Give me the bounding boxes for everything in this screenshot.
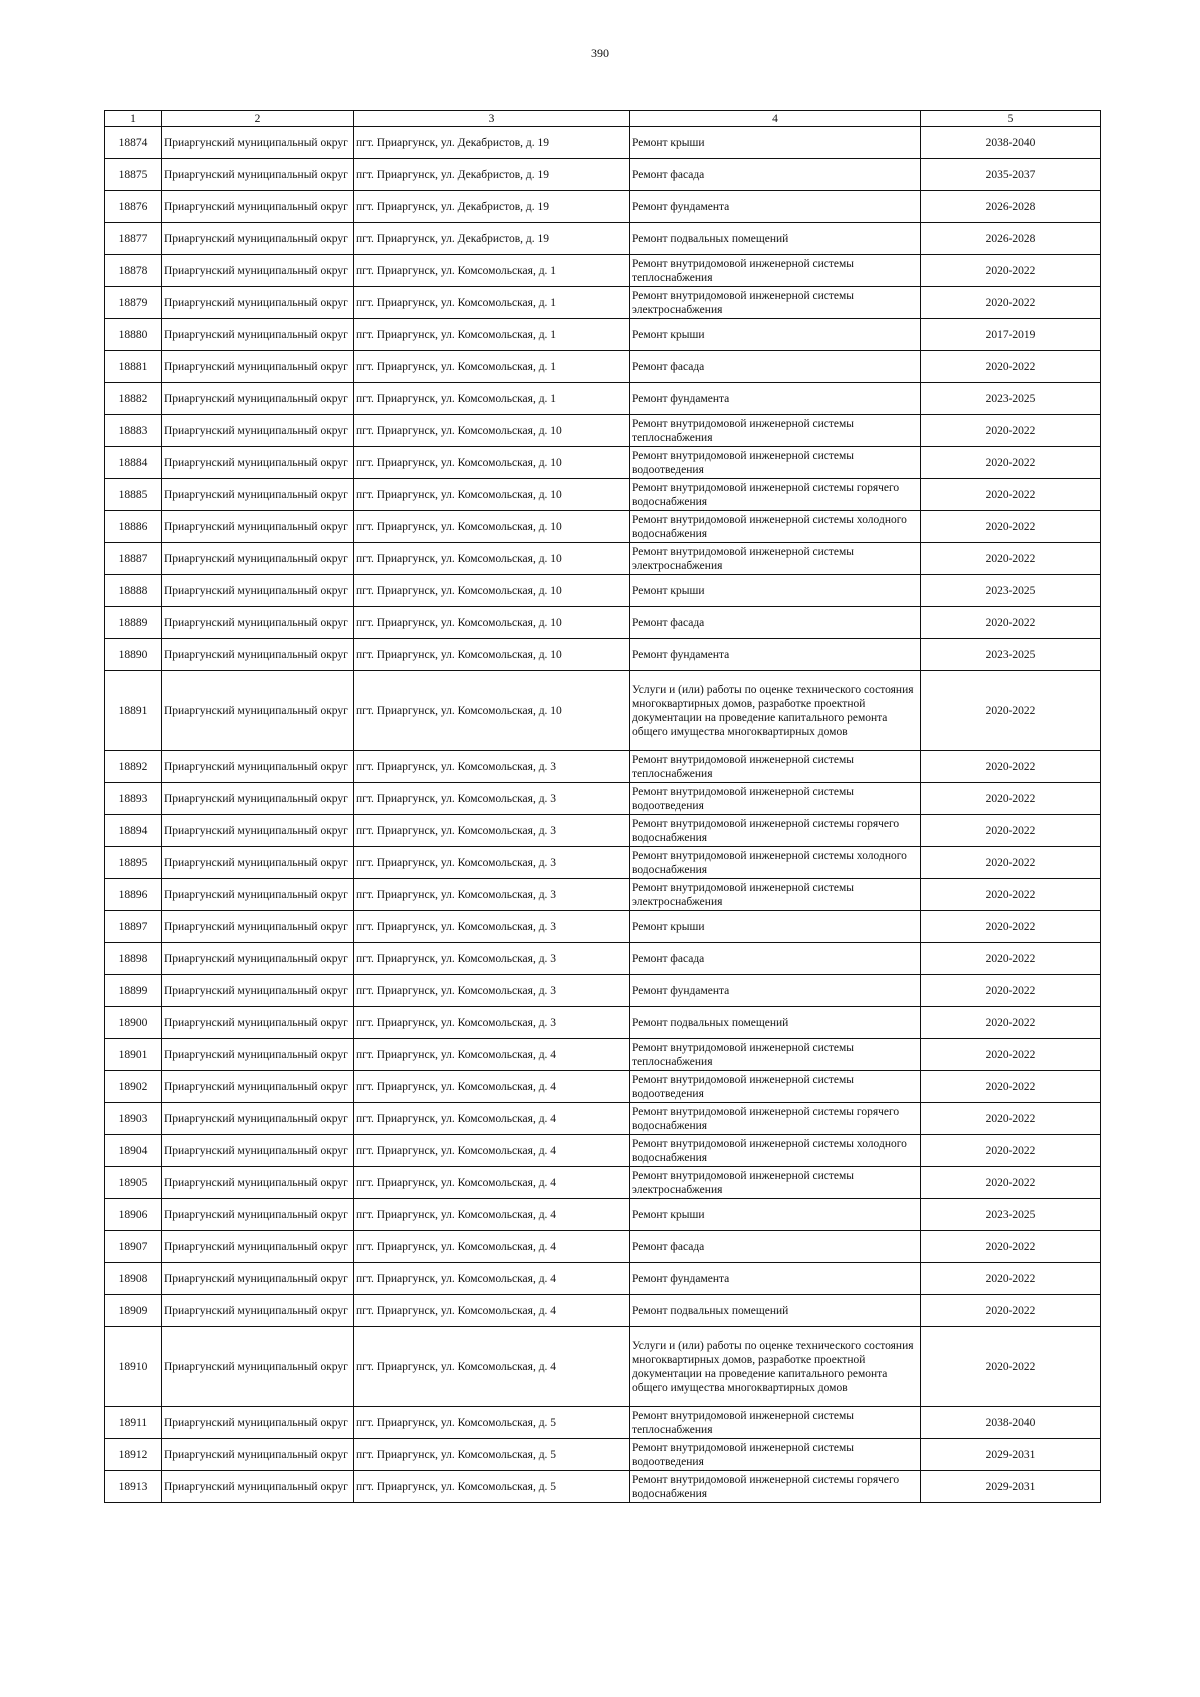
table-row	[105, 127, 1101, 159]
municipality-cell: Приаргунский муниципальный округ	[162, 671, 354, 751]
row-number-cell: 18910	[105, 1327, 162, 1407]
address-cell: пгт. Приаргунск, ул. Комсомольская, д. 4	[354, 1167, 630, 1199]
work-type-cell: Ремонт фундамента	[630, 383, 921, 415]
municipality-cell: Приаргунский муниципальный округ	[162, 1199, 354, 1231]
work-type-cell: Ремонт внутридомовой инженерной системы электроснабжения	[630, 287, 921, 319]
address-cell: пгт. Приаргунск, ул. Комсомольская, д. 4	[354, 1263, 630, 1295]
address-cell: пгт. Приаргунск, ул. Комсомольская, д. 1	[354, 319, 630, 351]
address-cell: пгт. Приаргунск, ул. Комсомольская, д. 10	[354, 447, 630, 479]
row-number-cell: 18888	[105, 575, 162, 607]
work-type-cell: Ремонт фасада	[630, 159, 921, 191]
row-number-cell: 18902	[105, 1071, 162, 1103]
period-cell: 2020-2022	[921, 783, 1101, 815]
row-number-cell: 18895	[105, 847, 162, 879]
table-row	[105, 783, 1101, 815]
table-row	[105, 751, 1101, 783]
row-number-cell: 18904	[105, 1135, 162, 1167]
table-row	[105, 879, 1101, 911]
municipality-cell: Приаргунский муниципальный округ	[162, 1135, 354, 1167]
period-cell: 2020-2022	[921, 1327, 1101, 1407]
municipality-cell: Приаргунский муниципальный округ	[162, 383, 354, 415]
period-cell: 2020-2022	[921, 943, 1101, 975]
address-cell: пгт. Приаргунск, ул. Комсомольская, д. 3	[354, 943, 630, 975]
municipality-cell: Приаргунский муниципальный округ	[162, 751, 354, 783]
work-type-cell: Ремонт внутридомовой инженерной системы теплоснабжения	[630, 1407, 921, 1439]
period-cell: 2020-2022	[921, 1103, 1101, 1135]
column-number-header-row	[105, 111, 1101, 127]
column-header-1: 1	[105, 111, 162, 127]
table-row	[105, 943, 1101, 975]
row-number-cell: 18882	[105, 383, 162, 415]
address-cell: пгт. Приаргунск, ул. Комсомольская, д. 3	[354, 783, 630, 815]
row-number-cell: 18875	[105, 159, 162, 191]
address-cell: пгт. Приаргунск, ул. Комсомольская, д. 1	[354, 383, 630, 415]
period-cell: 2020-2022	[921, 447, 1101, 479]
address-cell: пгт. Приаргунск, ул. Комсомольская, д. 3	[354, 1007, 630, 1039]
municipality-cell: Приаргунский муниципальный округ	[162, 1231, 354, 1263]
table-row	[105, 191, 1101, 223]
period-cell: 2023-2025	[921, 575, 1101, 607]
row-number-cell: 18909	[105, 1295, 162, 1327]
row-number-cell: 18893	[105, 783, 162, 815]
municipality-cell: Приаргунский муниципальный округ	[162, 191, 354, 223]
table-row	[105, 975, 1101, 1007]
period-cell: 2020-2022	[921, 911, 1101, 943]
work-type-cell: Ремонт крыши	[630, 911, 921, 943]
address-cell: пгт. Приаргунск, ул. Комсомольская, д. 1	[354, 351, 630, 383]
municipality-cell: Приаргунский муниципальный округ	[162, 639, 354, 671]
municipality-cell: Приаргунский муниципальный округ	[162, 815, 354, 847]
municipality-cell: Приаргунский муниципальный округ	[162, 879, 354, 911]
work-type-cell: Ремонт фасада	[630, 1231, 921, 1263]
address-cell: пгт. Приаргунск, ул. Комсомольская, д. 5	[354, 1407, 630, 1439]
period-cell: 2020-2022	[921, 1295, 1101, 1327]
municipality-cell: Приаргунский муниципальный округ	[162, 1103, 354, 1135]
row-number-cell: 18913	[105, 1471, 162, 1503]
work-type-cell: Ремонт внутридомовой инженерной системы водоотведения	[630, 783, 921, 815]
address-cell: пгт. Приаргунск, ул. Комсомольская, д. 10	[354, 607, 630, 639]
table-row	[105, 1007, 1101, 1039]
row-number-cell: 18900	[105, 1007, 162, 1039]
row-number-cell: 18901	[105, 1039, 162, 1071]
address-cell: пгт. Приаргунск, ул. Декабристов, д. 19	[354, 127, 630, 159]
address-cell: пгт. Приаргунск, ул. Комсомольская, д. 4	[354, 1295, 630, 1327]
address-cell: пгт. Приаргунск, ул. Комсомольская, д. 10	[354, 415, 630, 447]
column-header-3: 3	[354, 111, 630, 127]
work-type-cell: Ремонт фундамента	[630, 639, 921, 671]
address-cell: пгт. Приаргунск, ул. Комсомольская, д. 10	[354, 479, 630, 511]
address-cell: пгт. Приаргунск, ул. Комсомольская, д. 4	[354, 1327, 630, 1407]
table-row	[105, 639, 1101, 671]
table-row	[105, 607, 1101, 639]
address-cell: пгт. Приаргунск, ул. Комсомольская, д. 3	[354, 847, 630, 879]
municipality-cell: Приаргунский муниципальный округ	[162, 911, 354, 943]
address-cell: пгт. Приаргунск, ул. Комсомольская, д. 10	[354, 511, 630, 543]
address-cell: пгт. Приаргунск, ул. Комсомольская, д. 1	[354, 255, 630, 287]
table-row	[105, 479, 1101, 511]
address-cell: пгт. Приаргунск, ул. Комсомольская, д. 1	[354, 287, 630, 319]
address-cell: пгт. Приаргунск, ул. Комсомольская, д. 3	[354, 751, 630, 783]
municipality-cell: Приаргунский муниципальный округ	[162, 1071, 354, 1103]
work-type-cell: Ремонт внутридомовой инженерной системы горячего водоснабжения	[630, 815, 921, 847]
row-number-cell: 18891	[105, 671, 162, 751]
municipality-cell: Приаргунский муниципальный округ	[162, 1439, 354, 1471]
table-row	[105, 447, 1101, 479]
work-type-cell: Ремонт фасада	[630, 351, 921, 383]
work-type-cell: Ремонт внутридомовой инженерной системы электроснабжения	[630, 543, 921, 575]
address-cell: пгт. Приаргунск, ул. Декабристов, д. 19	[354, 191, 630, 223]
period-cell: 2020-2022	[921, 1231, 1101, 1263]
address-cell: пгт. Приаргунск, ул. Комсомольская, д. 4	[354, 1135, 630, 1167]
work-type-cell: Ремонт внутридомовой инженерной системы электроснабжения	[630, 1167, 921, 1199]
work-type-cell: Ремонт крыши	[630, 1199, 921, 1231]
municipality-cell: Приаргунский муниципальный округ	[162, 287, 354, 319]
table-row	[105, 543, 1101, 575]
table-row	[105, 671, 1101, 751]
municipality-cell: Приаргунский муниципальный округ	[162, 783, 354, 815]
municipality-cell: Приаргунский муниципальный округ	[162, 943, 354, 975]
work-type-cell: Ремонт внутридомовой инженерной системы водоотведения	[630, 447, 921, 479]
municipality-cell: Приаргунский муниципальный округ	[162, 607, 354, 639]
table-row	[105, 511, 1101, 543]
address-cell: пгт. Приаргунск, ул. Комсомольская, д. 4	[354, 1039, 630, 1071]
municipality-cell: Приаргунский муниципальный округ	[162, 575, 354, 607]
period-cell: 2020-2022	[921, 751, 1101, 783]
table-row	[105, 815, 1101, 847]
table-row	[105, 351, 1101, 383]
work-type-cell: Ремонт фундамента	[630, 975, 921, 1007]
table-row	[105, 383, 1101, 415]
period-cell: 2029-2031	[921, 1439, 1101, 1471]
row-number-cell: 18908	[105, 1263, 162, 1295]
table-row	[105, 1039, 1101, 1071]
row-number-cell: 18884	[105, 447, 162, 479]
row-number-cell: 18883	[105, 415, 162, 447]
table-row	[105, 1199, 1101, 1231]
period-cell: 2020-2022	[921, 671, 1101, 751]
work-type-cell: Ремонт подвальных помещений	[630, 1007, 921, 1039]
period-cell: 2020-2022	[921, 415, 1101, 447]
table-row	[105, 1327, 1101, 1407]
row-number-cell: 18887	[105, 543, 162, 575]
row-number-cell: 18911	[105, 1407, 162, 1439]
table-row	[105, 1103, 1101, 1135]
municipality-cell: Приаргунский муниципальный округ	[162, 543, 354, 575]
municipality-cell: Приаргунский муниципальный округ	[162, 1167, 354, 1199]
column-header-4: 4	[630, 111, 921, 127]
address-cell: пгт. Приаргунск, ул. Комсомольская, д. 10	[354, 671, 630, 751]
table-row	[105, 575, 1101, 607]
row-number-cell: 18880	[105, 319, 162, 351]
column-header-5: 5	[921, 111, 1101, 127]
work-type-cell: Ремонт подвальных помещений	[630, 1295, 921, 1327]
period-cell: 2035-2037	[921, 159, 1101, 191]
municipality-cell: Приаргунский муниципальный округ	[162, 159, 354, 191]
table-row	[105, 1439, 1101, 1471]
period-cell: 2020-2022	[921, 975, 1101, 1007]
work-type-cell: Услуги и (или) работы по оценке технического состояния многоквартирных домов, разработке проектной документации на проведение капитального ремонта общего имущества многоквартирных домов	[630, 671, 921, 751]
work-type-cell: Ремонт фасада	[630, 943, 921, 975]
period-cell: 2026-2028	[921, 191, 1101, 223]
period-cell: 2023-2025	[921, 639, 1101, 671]
address-cell: пгт. Приаргунск, ул. Комсомольская, д. 3	[354, 975, 630, 1007]
work-type-cell: Ремонт внутридомовой инженерной системы теплоснабжения	[630, 415, 921, 447]
period-cell: 2038-2040	[921, 1407, 1101, 1439]
work-type-cell: Ремонт подвальных помещений	[630, 223, 921, 255]
municipality-cell: Приаргунский муниципальный округ	[162, 1007, 354, 1039]
municipality-cell: Приаргунский муниципальный округ	[162, 1295, 354, 1327]
row-number-cell: 18881	[105, 351, 162, 383]
row-number-cell: 18906	[105, 1199, 162, 1231]
municipality-cell: Приаргунский муниципальный округ	[162, 1039, 354, 1071]
row-number-cell: 18894	[105, 815, 162, 847]
municipality-cell: Приаргунский муниципальный округ	[162, 223, 354, 255]
table-row	[105, 415, 1101, 447]
work-type-cell: Ремонт внутридомовой инженерной системы холодного водоснабжения	[630, 847, 921, 879]
table-row	[105, 1295, 1101, 1327]
municipality-cell: Приаргунский муниципальный округ	[162, 415, 354, 447]
period-cell: 2020-2022	[921, 351, 1101, 383]
work-type-cell: Ремонт внутридомовой инженерной системы горячего водоснабжения	[630, 1471, 921, 1503]
period-cell: 2020-2022	[921, 1263, 1101, 1295]
municipality-cell: Приаргунский муниципальный округ	[162, 511, 354, 543]
address-cell: пгт. Приаргунск, ул. Комсомольская, д. 10	[354, 639, 630, 671]
work-type-cell: Ремонт крыши	[630, 127, 921, 159]
period-cell: 2020-2022	[921, 1007, 1101, 1039]
period-cell: 2020-2022	[921, 1039, 1101, 1071]
address-cell: пгт. Приаргунск, ул. Декабристов, д. 19	[354, 223, 630, 255]
table-row	[105, 159, 1101, 191]
work-type-cell: Ремонт фундамента	[630, 191, 921, 223]
row-number-cell: 18897	[105, 911, 162, 943]
address-cell: пгт. Приаргунск, ул. Декабристов, д. 19	[354, 159, 630, 191]
work-type-cell: Ремонт внутридомовой инженерной системы холодного водоснабжения	[630, 1135, 921, 1167]
period-cell: 2020-2022	[921, 287, 1101, 319]
municipality-cell: Приаргунский муниципальный округ	[162, 847, 354, 879]
row-number-cell: 18896	[105, 879, 162, 911]
table-row	[105, 255, 1101, 287]
work-type-cell: Ремонт внутридомовой инженерной системы горячего водоснабжения	[630, 1103, 921, 1135]
address-cell: пгт. Приаргунск, ул. Комсомольская, д. 3	[354, 879, 630, 911]
period-cell: 2020-2022	[921, 543, 1101, 575]
municipality-cell: Приаргунский муниципальный округ	[162, 351, 354, 383]
period-cell: 2020-2022	[921, 1071, 1101, 1103]
address-cell: пгт. Приаргунск, ул. Комсомольская, д. 4	[354, 1071, 630, 1103]
row-number-cell: 18890	[105, 639, 162, 671]
period-cell: 2029-2031	[921, 1471, 1101, 1503]
municipality-cell: Приаргунский муниципальный округ	[162, 1407, 354, 1439]
row-number-cell: 18889	[105, 607, 162, 639]
row-number-cell: 18898	[105, 943, 162, 975]
period-cell: 2017-2019	[921, 319, 1101, 351]
repair-schedule-table	[104, 110, 1101, 1503]
address-cell: пгт. Приаргунск, ул. Комсомольская, д. 10	[354, 543, 630, 575]
work-type-cell: Ремонт внутридомовой инженерной системы горячего водоснабжения	[630, 479, 921, 511]
row-number-cell: 18885	[105, 479, 162, 511]
period-cell: 2020-2022	[921, 479, 1101, 511]
table-row	[105, 1071, 1101, 1103]
municipality-cell: Приаргунский муниципальный округ	[162, 1263, 354, 1295]
table-row	[105, 223, 1101, 255]
table-row	[105, 1471, 1101, 1503]
municipality-cell: Приаргунский муниципальный округ	[162, 127, 354, 159]
column-header-2: 2	[162, 111, 354, 127]
municipality-cell: Приаргунский муниципальный округ	[162, 479, 354, 511]
row-number-cell: 18879	[105, 287, 162, 319]
table-row	[105, 287, 1101, 319]
row-number-cell: 18878	[105, 255, 162, 287]
table-body	[105, 127, 1101, 1503]
period-cell: 2023-2025	[921, 1199, 1101, 1231]
table-row	[105, 1135, 1101, 1167]
period-cell: 2020-2022	[921, 879, 1101, 911]
row-number-cell: 18899	[105, 975, 162, 1007]
work-type-cell: Ремонт крыши	[630, 319, 921, 351]
work-type-cell: Ремонт внутридомовой инженерной системы электроснабжения	[630, 879, 921, 911]
municipality-cell: Приаргунский муниципальный округ	[162, 975, 354, 1007]
work-type-cell: Ремонт крыши	[630, 575, 921, 607]
period-cell: 2020-2022	[921, 1167, 1101, 1199]
table-row	[105, 1167, 1101, 1199]
table-row	[105, 1231, 1101, 1263]
row-number-cell: 18892	[105, 751, 162, 783]
period-cell: 2020-2022	[921, 815, 1101, 847]
address-cell: пгт. Приаргунск, ул. Комсомольская, д. 4	[354, 1103, 630, 1135]
work-type-cell: Услуги и (или) работы по оценке технического состояния многоквартирных домов, разработке проектной документации на проведение капитального ремонта общего имущества многоквартирных домов	[630, 1327, 921, 1407]
address-cell: пгт. Приаргунск, ул. Комсомольская, д. 3	[354, 911, 630, 943]
address-cell: пгт. Приаргунск, ул. Комсомольская, д. 5	[354, 1439, 630, 1471]
row-number-cell: 18912	[105, 1439, 162, 1471]
table-row	[105, 847, 1101, 879]
period-cell: 2020-2022	[921, 255, 1101, 287]
municipality-cell: Приаргунский муниципальный округ	[162, 1327, 354, 1407]
page-number: 390	[591, 46, 609, 60]
work-type-cell: Ремонт внутридомовой инженерной системы теплоснабжения	[630, 1039, 921, 1071]
table-row	[105, 319, 1101, 351]
period-cell: 2020-2022	[921, 1135, 1101, 1167]
period-cell: 2023-2025	[921, 383, 1101, 415]
work-type-cell: Ремонт фасада	[630, 607, 921, 639]
period-cell: 2020-2022	[921, 511, 1101, 543]
municipality-cell: Приаргунский муниципальный округ	[162, 319, 354, 351]
row-number-cell: 18877	[105, 223, 162, 255]
municipality-cell: Приаргунский муниципальный округ	[162, 255, 354, 287]
address-cell: пгт. Приаргунск, ул. Комсомольская, д. 4	[354, 1199, 630, 1231]
row-number-cell: 18907	[105, 1231, 162, 1263]
row-number-cell: 18886	[105, 511, 162, 543]
work-type-cell: Ремонт внутридомовой инженерной системы водоотведения	[630, 1439, 921, 1471]
period-cell: 2020-2022	[921, 607, 1101, 639]
work-type-cell: Ремонт внутридомовой инженерной системы водоотведения	[630, 1071, 921, 1103]
address-cell: пгт. Приаргунск, ул. Комсомольская, д. 3	[354, 815, 630, 847]
table-row	[105, 1263, 1101, 1295]
row-number-cell: 18876	[105, 191, 162, 223]
period-cell: 2026-2028	[921, 223, 1101, 255]
row-number-cell: 18874	[105, 127, 162, 159]
table-row	[105, 1407, 1101, 1439]
address-cell: пгт. Приаргунск, ул. Комсомольская, д. 10	[354, 575, 630, 607]
table-row	[105, 911, 1101, 943]
row-number-cell: 18905	[105, 1167, 162, 1199]
work-type-cell: Ремонт внутридомовой инженерной системы холодного водоснабжения	[630, 511, 921, 543]
work-type-cell: Ремонт внутридомовой инженерной системы теплоснабжения	[630, 255, 921, 287]
municipality-cell: Приаргунский муниципальный округ	[162, 1471, 354, 1503]
period-cell: 2020-2022	[921, 847, 1101, 879]
address-cell: пгт. Приаргунск, ул. Комсомольская, д. 5	[354, 1471, 630, 1503]
row-number-cell: 18903	[105, 1103, 162, 1135]
municipality-cell: Приаргунский муниципальный округ	[162, 447, 354, 479]
work-type-cell: Ремонт внутридомовой инженерной системы теплоснабжения	[630, 751, 921, 783]
work-type-cell: Ремонт фундамента	[630, 1263, 921, 1295]
address-cell: пгт. Приаргунск, ул. Комсомольская, д. 4	[354, 1231, 630, 1263]
period-cell: 2038-2040	[921, 127, 1101, 159]
